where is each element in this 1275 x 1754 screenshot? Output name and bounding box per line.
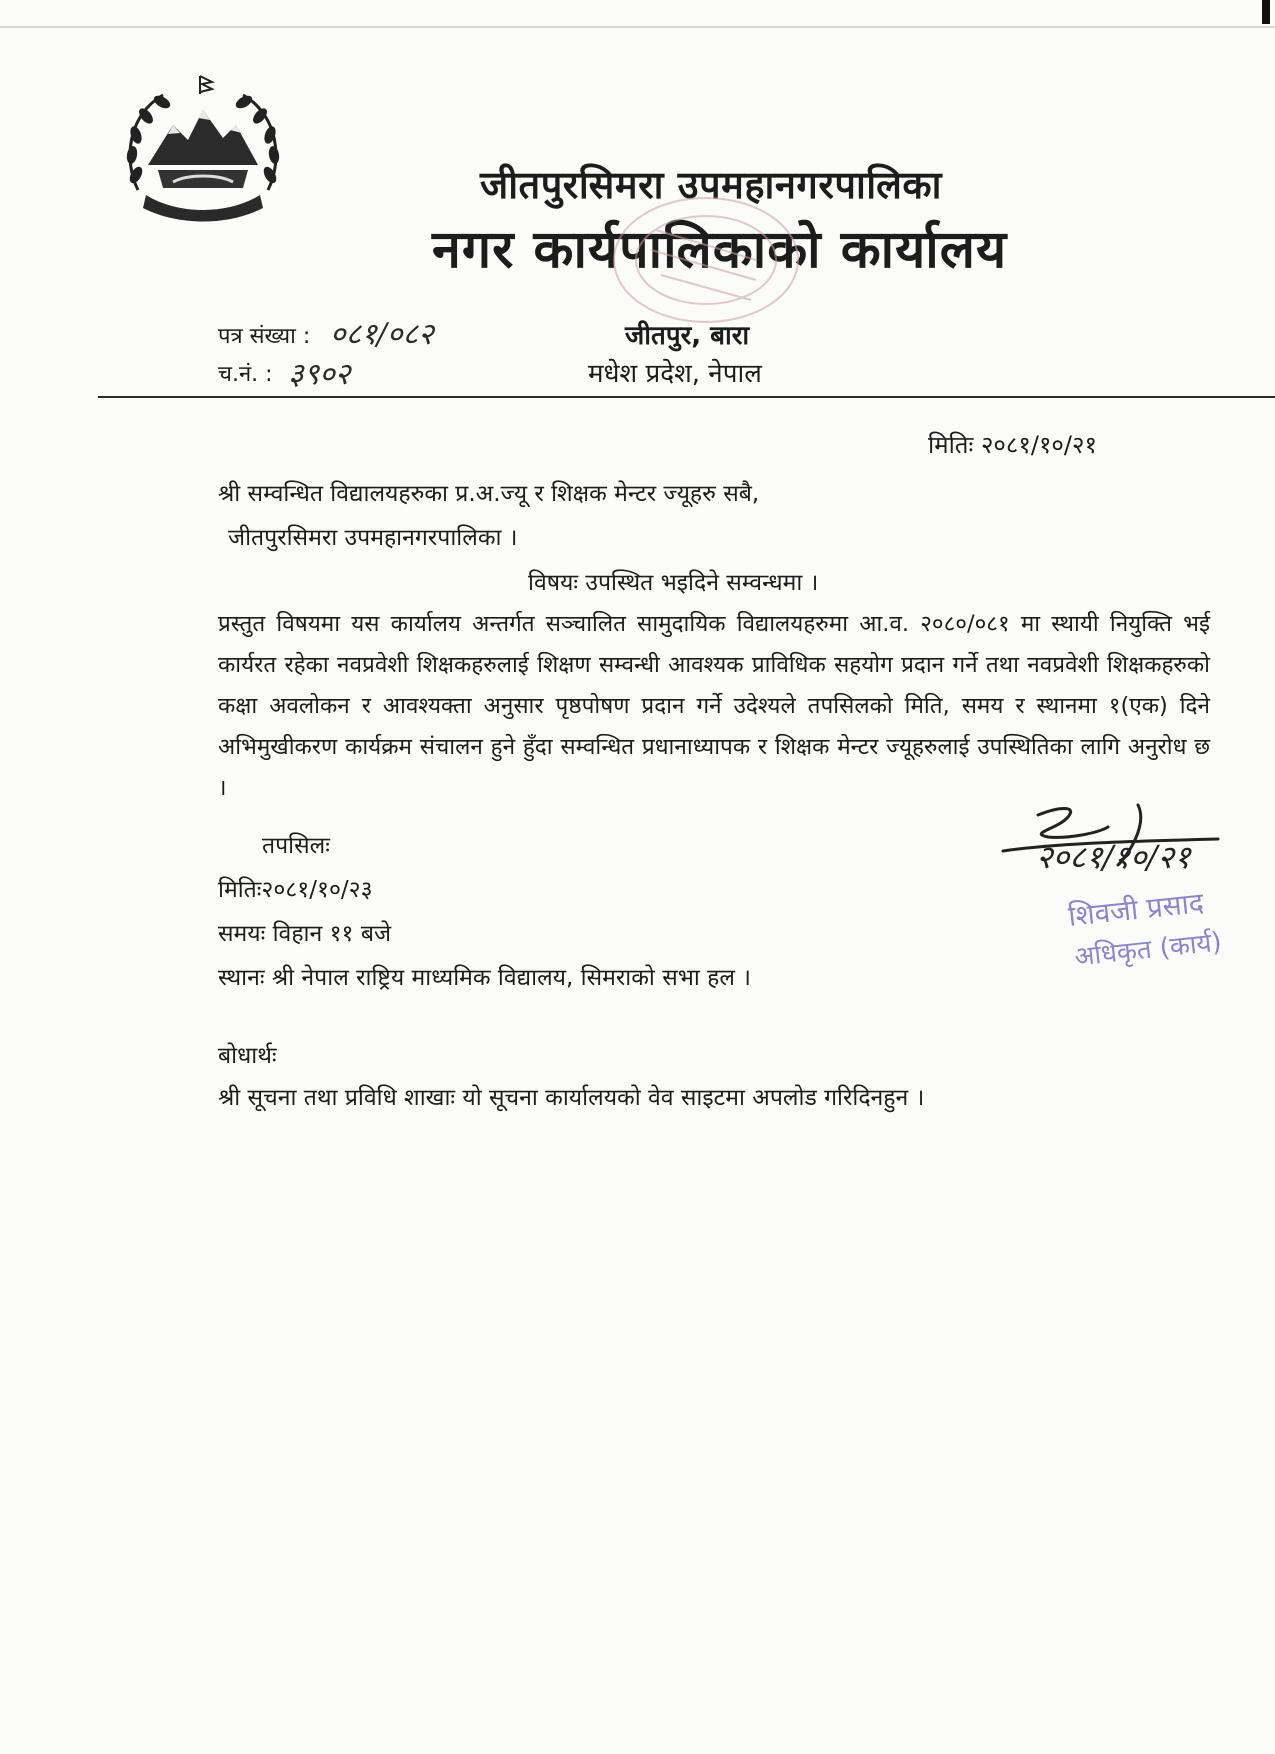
scan-edge [0, 26, 1275, 28]
info-heading: बोधार्थः [218, 1043, 277, 1069]
office-seal-icon [606, 190, 806, 330]
chalani-number-label: च.नं. : [218, 362, 273, 387]
info-line: श्री सूचना तथा प्रविधि शाखाः यो सूचना कार्यालयको वेव साइटमा अपलोड गरिदिनहुन । [218, 1085, 925, 1111]
address-line-2: मधेश प्रदेश, नेपाल [588, 359, 762, 389]
schedule-date: मितिः२०८१/१०/२३ [218, 877, 373, 903]
address-line-1: जीतपुर, बारा [625, 321, 750, 351]
patra-sankhya-value: ०८१/०८२ [330, 317, 434, 352]
schedule-heading: तपसिलः [262, 833, 330, 859]
schedule-place: स्थानः श्री नेपाल राष्ट्रिय माध्यमिक विद्यालय, सिमराको सभा हल । [218, 965, 752, 991]
signature-block [998, 785, 1273, 985]
nepal-emblem-icon [118, 70, 288, 225]
officer-name-stamp: शिवजी प्रसाद [1066, 885, 1206, 934]
schedule-time: समयः विहान ११ बजे [218, 921, 392, 947]
chalani-number-value: ३९०२ [288, 357, 351, 392]
patra-sankhya-label: पत्र संख्या : [218, 324, 311, 349]
officer-title-stamp: अधिकृत (कार्य) [1073, 927, 1224, 973]
signature-date: २०८१/१०/२१ [1036, 838, 1191, 876]
header-divider [98, 396, 1275, 398]
letter-subject: विषयः उपस्थित भइदिने सम्वन्धमा । [528, 570, 819, 596]
recipient-line-2: जीतपुरसिमरा उपमहानगरपालिका । [228, 525, 518, 551]
municipality-name: जीतपुरसिमरा उपमहानगरपालिका [480, 163, 942, 207]
scan-mark [1262, 0, 1270, 24]
office-name: नगर कार्यपालिकाको कार्यालय [432, 220, 1008, 280]
recipient-line-1: श्री सम्वन्धित विद्यालयहरुका प्र.अ.ज्यू र शिक्षक मेन्टर ज्यूहरु सबै, [218, 481, 760, 507]
letter-body: प्रस्तुत विषयमा यस कार्यालय अन्तर्गत सञ्चालित सामुदायिक विद्यालयहरुमा आ.व. २०८०/०८१ मा स्थायी नियुक्ति भई कार्यरत रहेका नवप्रवेशी शिक्षकहरुलाई शिक्षण सम्वन्धी आवश्यक प्राविधिक सहयोग प्रदान गर्ने तथा नवप्रवेशी शिक्षकहरुको कक्षा अवलोकन र आवश्यक्ता अनुसार पृष्ठपोषण प्रदान गर्ने उदेश्यले तपसिलको मिति, समय र स्थानमा १(एक) दिने अभिमुखीकरण कार्यक्रम संचालन हुने हुँदा सम्वन्धित प्रधानाध्यापक र शिक्षक मेन्टर ज्यूहरुलाई उपस्थितिका लागि अनुरोध छ । [218, 611, 1210, 801]
letter-date: मितिः २०८१/१०/२१ [928, 431, 1097, 459]
